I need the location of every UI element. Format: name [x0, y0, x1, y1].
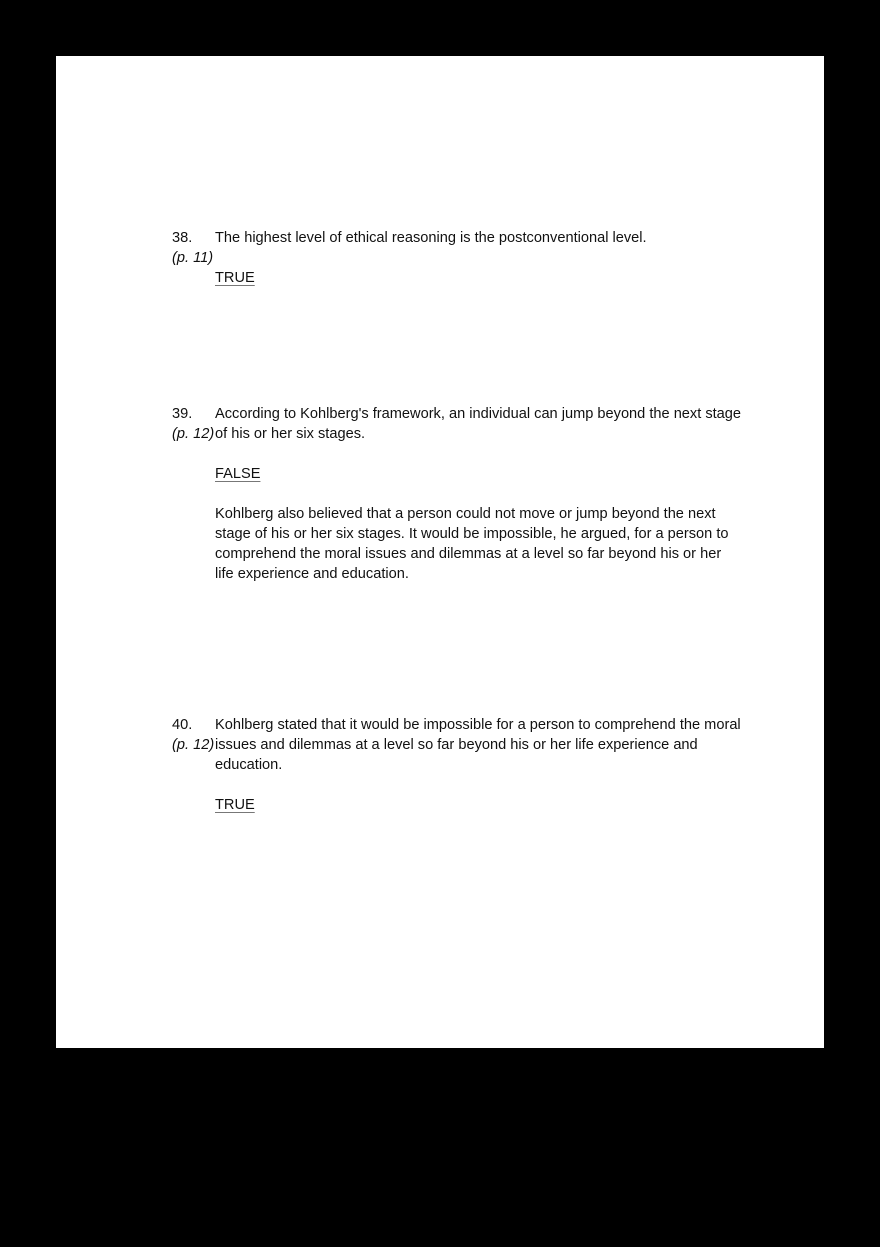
- question-38: [172, 228, 772, 288]
- explanation-line: stage of his or her six stages. It would be impossible, he argued, for a person to: [215, 526, 729, 542]
- question-text: education.: [215, 757, 283, 773]
- explanation-line: life experience and education.: [215, 566, 409, 582]
- explanation-line: comprehend the moral issues and dilemmas at a level so far beyond his or her: [215, 546, 722, 562]
- answer-label: TRUE: [215, 797, 255, 813]
- answer-label: TRUE: [215, 270, 255, 286]
- question-number: 38.: [172, 230, 193, 246]
- answer-explanation: [215, 504, 755, 584]
- explanation-line: Kohlberg also believed that a person could not move or jump beyond the next: [215, 506, 716, 522]
- page-reference: (p. 12): [172, 737, 215, 753]
- page-reference: (p. 12): [172, 426, 215, 442]
- question-number: 39.: [172, 406, 193, 422]
- question-text: of his or her six stages.: [215, 426, 366, 442]
- question-text: issues and dilemmas at a level so far beyond his or her life experience and: [215, 737, 698, 753]
- question-number: 40.: [172, 717, 193, 733]
- question-text: According to Kohlberg's framework, an individual can jump beyond the next stage: [215, 406, 742, 422]
- page-reference: (p. 11): [172, 250, 214, 266]
- answer-label: FALSE: [215, 466, 261, 482]
- question-text: The highest level of ethical reasoning is the postconventional level.: [215, 230, 647, 246]
- document-page: [56, 56, 824, 1048]
- question-text: Kohlberg stated that it would be impossible for a person to comprehend the moral: [215, 717, 741, 733]
- question-39: [172, 404, 772, 584]
- question-40: [172, 715, 772, 815]
